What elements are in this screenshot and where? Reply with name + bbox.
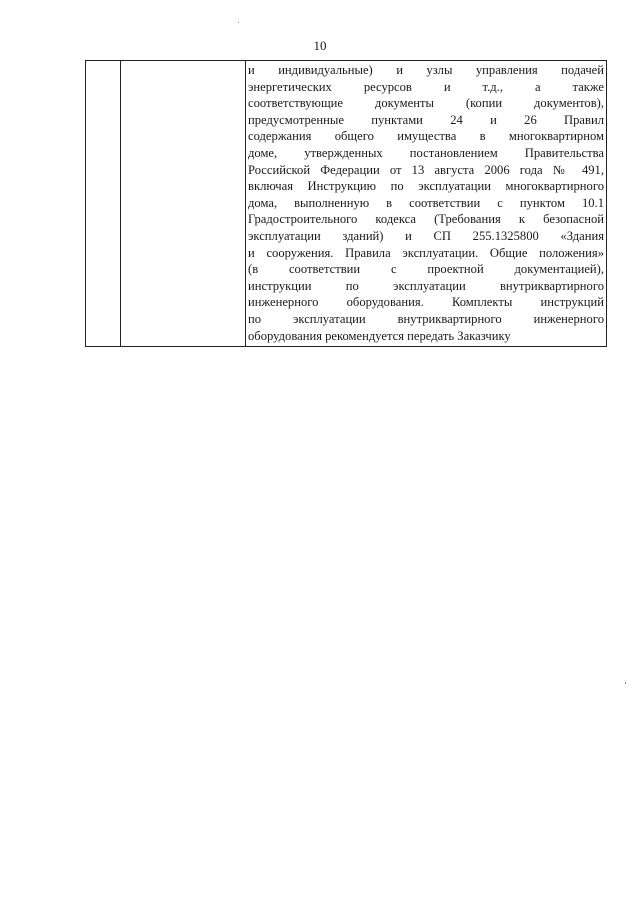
text-line: инженерного оборудования. Комплекты инструкций — [248, 295, 604, 310]
text-line: по эксплуатации внутриквартирного инженерного — [248, 311, 604, 326]
table-cell-number — [86, 61, 121, 347]
page-number: 10 — [313, 38, 327, 53]
text-line: предусмотренные пунктами 24 и 26 Правил — [248, 112, 604, 127]
text-line: Градостроительного кодекса (Требования к безопасной — [248, 212, 604, 227]
text-line: соответствующие документы (копии документов), — [248, 96, 604, 111]
text-line: включая Инструкцию по эксплуатации многоквартирного — [248, 179, 604, 194]
requirements-table — [85, 60, 607, 347]
text-line: инструкции по эксплуатации внутриквартирного — [248, 278, 604, 293]
text-line: и сооружения. Правила эксплуатации. Общие положения» — [248, 245, 604, 260]
text-line: (в соответствии с проектной документацией), — [248, 262, 604, 277]
scan-speck — [238, 22, 239, 23]
text-line: содержания общего имущества в многоквартирном — [248, 129, 604, 144]
table-cell-description — [246, 61, 607, 347]
scan-speck — [625, 682, 626, 684]
text-line: и индивидуальные) и узлы управления подачей — [248, 63, 604, 77]
text-line: доме, утвержденных постановлением Правительства — [248, 145, 604, 160]
text-line: дома, выполненную в соответствии с пунктом 10.1 — [248, 195, 604, 210]
description-text — [246, 61, 606, 346]
text-line: эксплуатации зданий) и СП 255.1325800 «Здания — [248, 228, 604, 243]
table-cell-title — [121, 61, 246, 347]
text-line: оборудования рекомендуется передать Заказчику — [248, 328, 511, 343]
text-line: Российской Федерации от 13 августа 2006 года № 491, — [248, 162, 604, 177]
text-line: энергетических ресурсов и т.д., а также — [248, 79, 604, 94]
table-row — [86, 61, 607, 347]
